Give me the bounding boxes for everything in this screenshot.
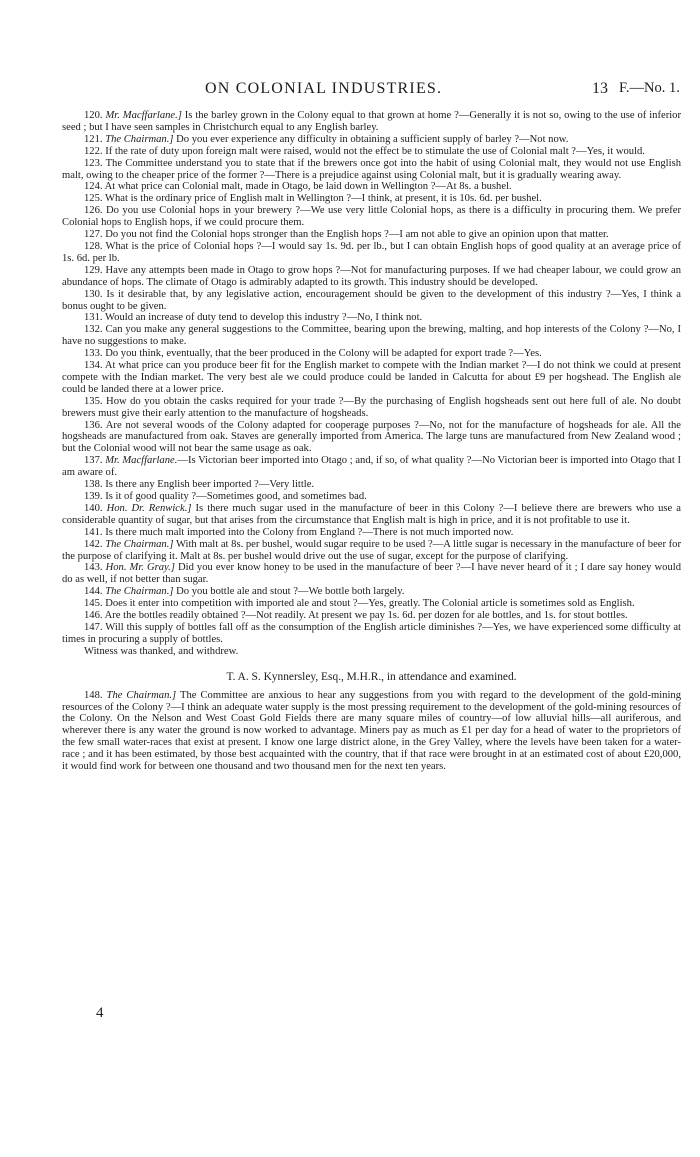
question-number: 135.	[84, 395, 103, 407]
speaker-name: Mr. Macffarlane.	[105, 455, 178, 467]
question-number: 130.	[84, 288, 103, 300]
question-number: 145.	[84, 598, 103, 610]
paragraph-text: What is the price of Colonial hops ?—I would say 1s. 9d. per lb., but I can obtain English hops of good quality at an average price of 1s. 6d. per lb.	[62, 240, 681, 264]
evidence-paragraph	[62, 622, 681, 646]
evidence-paragraph	[62, 610, 681, 622]
evidence-paragraph	[62, 205, 681, 229]
question-number: 146.	[84, 610, 103, 622]
page-number: 13	[592, 80, 608, 97]
paragraph-text: How do you obtain the casks required for your trade ?—By the purchasing of English hogsheads sent out here full of ale. No doubt brewers must give their early attention to the manufacture of hogsheads.	[62, 395, 681, 419]
paragraph-text: Are the bottles readily obtained ?—Not readily. At present we pay 1s. 6d. per dozen for ale bottles, and 1s. for stout bottles.	[102, 610, 628, 622]
question-number: 127.	[84, 229, 103, 241]
paragraph-text: At what price can you produce beer fit for the English market to compete with the Indian market ?—I do not think we could at present compete with the Indian market. The very best ale we could produce could be landed in Calcutta for about £9 per hogshead. The English ale could be landed there at a lower price.	[62, 360, 681, 395]
paragraph-text: Have any attempts been made in Otago to grow hops ?—Not for manufacturing purposes. If we had cheaper labour, we could grow an abundance of hops. The climate of Otago is admirably adapted to its growth. This industry should be developed.	[62, 264, 681, 288]
evidence-paragraph	[62, 491, 681, 503]
question-number: 133.	[84, 348, 103, 360]
question-number: 128.	[84, 240, 103, 252]
question-number: 143.	[84, 562, 103, 574]
paragraph-text: Can you make any general suggestions to the Committee, bearing upon the brewing, malting, and hop interests of the Colony ?—No, I have no suggestions to make.	[62, 324, 681, 348]
evidence-paragraph	[62, 229, 681, 241]
evidence-paragraph	[62, 289, 681, 313]
document-reference: F.—No. 1.	[619, 80, 680, 96]
paragraph-text: Does it enter into competition with imported ale and stout ?—Yes, greatly. The Colonial article is sometimes sold as English.	[102, 598, 635, 610]
paragraph-text: —Is Victorian beer imported into Otago ; and, if so, of what quality ?—No Victorian beer is imported into Otago that I am aware of.	[62, 455, 681, 479]
question-number: 129.	[84, 264, 103, 276]
paragraph-text: Will this supply of bottles fall off as the consumption of the English article diminishes ?—Yes, we have experienced some difficulty at times in procuring a supply of bottles.	[62, 621, 681, 645]
evidence-paragraph	[62, 241, 681, 265]
question-number: 148.	[84, 689, 103, 701]
question-number: 125.	[84, 193, 103, 205]
question-number: 144.	[84, 586, 103, 598]
question-number: 136.	[84, 419, 103, 431]
paragraph-text: Is the barley grown in the Colony equal to that grown at home ?—Generally it is not so, owing to the use of inferior seed ; but I have seen samples in Christchurch equal to any English barley.	[62, 110, 681, 133]
speaker-name: The Chairman.]	[105, 133, 174, 145]
evidence-paragraph	[62, 324, 681, 348]
speaker-name: The Chairman.]	[105, 538, 174, 550]
question-number: 123.	[84, 157, 103, 169]
question-number: 139.	[84, 491, 103, 502]
paragraph-text: Do you bottle ale and stout ?—We bottle both largely.	[173, 586, 405, 598]
paragraph-text: What is the ordinary price of English malt in Wellington ?—I think, at present, it is 10s. 6d. per bushel.	[102, 193, 542, 205]
paragraph-text: If the rate of duty upon foreign malt were raised, would not the effect be to stimulate the use of Colonial malt ?—Yes, it would.	[102, 145, 645, 157]
paragraph-text: Do you think, eventually, that the beer produced in the Colony will be adapted for export trade ?—Yes.	[102, 348, 542, 360]
evidence-paragraph	[62, 193, 681, 205]
page-body	[62, 110, 681, 773]
paragraph-text: The Committee understand you to state that if the brewers once got into the habit of using Colonial malt, they would not use English malt, owing to the cheaper price of the former ?—There is a prejudice against using Colonial malt, but it is gradually wearing away.	[62, 157, 681, 181]
evidence-paragraph	[62, 586, 681, 598]
evidence-paragraph	[62, 110, 681, 134]
question-number: 126.	[84, 205, 103, 217]
evidence-paragraph	[62, 265, 681, 289]
paragraph-text: Do you ever experience any difficulty in obtaining a sufficient supply of barley ?—Not now.	[173, 133, 569, 145]
signature-mark: 4	[96, 1005, 104, 1021]
paragraph-text: Would an increase of duty tend to develop this industry ?—No, I think not.	[102, 312, 423, 324]
witness-dismissal: Witness was thanked, and withdrew.	[84, 645, 239, 657]
evidence-paragraph	[62, 312, 681, 324]
speaker-name: The Chairman.]	[105, 586, 174, 598]
evidence-paragraph	[62, 158, 681, 182]
evidence-paragraph	[62, 455, 681, 479]
evidence-paragraph	[62, 348, 681, 360]
question-number: 138.	[84, 479, 103, 491]
question-number: 141.	[84, 526, 103, 538]
evidence-block-1	[62, 110, 681, 646]
speaker-name: Hon. Dr. Renwick.]	[106, 502, 192, 514]
speaker-name: Hon. Mr. Gray.]	[105, 562, 175, 574]
paragraph-text: Is it desirable that, by any legislative action, encouragement should be given to the development of this industry ?—Yes, I think a bonus ought to be given.	[62, 288, 681, 312]
running-title: ON COLONIAL INDUSTRIES.	[205, 80, 443, 97]
paragraph-text: The Committee are anxious to hear any suggestions from you with regard to the development of the gold-mining resources of the Colony ?—I think an adequate water supply is the most pressing requirement to the development of the gold-mining resources of the Colony. On the Nelson and West Coast Gold Fields there are many square miles of country—of low alluvial hills—all auriferous, and wherever there is any water the ground is now worked to advantage. Miners pay as much as £1 per day for a head of water to the proprietors of the few small water-races that exist at present. I know one large district alone, in the Grey Valley, where the levels have been taken for a water-race ; and it has been estimated, by those best acquainted with the country, that if that race were brought in at an estimated cost of about £20,000, it would find work for between one thousand and two thousand men for the next ten years.	[62, 689, 681, 773]
evidence-paragraph	[62, 690, 681, 773]
question-number: 142.	[84, 538, 103, 550]
question-number: 124.	[84, 181, 103, 193]
question-number: 132.	[84, 324, 103, 336]
evidence-block-2	[62, 690, 681, 773]
paragraph-text: Do you not find the Colonial hops stronger than the English hops ?—I am not able to give an opinion upon that matter.	[102, 229, 609, 241]
evidence-paragraph	[62, 360, 681, 396]
evidence-paragraph	[62, 598, 681, 610]
evidence-paragraph	[62, 539, 681, 563]
evidence-paragraph	[62, 420, 681, 456]
paragraph-text: Do you use Colonial hops in your brewery ?—We use very little Colonial hops, as there is a difficulty in procuring them. We prefer Colonial hops to English hops, if we could procure them.	[62, 205, 681, 229]
question-number: 122.	[84, 145, 103, 157]
paragraph-text: Is there much sugar used in the manufacture of beer in this Colony ?—I believe there are brewers who use a considerable quantity of sugar, but that arises from the circumstance that English malt is high in price, and it is not profitable to use it.	[62, 502, 681, 526]
question-number: 147.	[84, 621, 103, 633]
question-number: 134.	[84, 360, 103, 372]
paragraph-text: With malt at 8s. per bushel, would sugar require to be used ?—A little sugar is necessary in the manufacture of beer for the purpose of clarifying it. Malt at 8s. per bushel would drive out the use of sugar, except for the purpose of clarifying.	[62, 538, 682, 562]
question-number: 120.	[84, 110, 103, 121]
evidence-paragraph	[62, 396, 681, 420]
speaker-name: The Chairman.]	[106, 689, 177, 701]
question-number: 140.	[84, 502, 103, 514]
paragraph-text: Is there any English beer imported ?—Very little.	[102, 479, 315, 491]
paragraph-text: Is there much malt imported into the Colony from England ?—There is not much imported now.	[102, 526, 514, 538]
paragraph-text: Is it of good quality ?—Sometimes good, and sometimes bad.	[102, 491, 367, 502]
paragraph-text: Did you ever know honey to be used in the manufacture of beer ?—I have never heard of it ; I dare say honey would do as well, if not better than sugar.	[62, 562, 681, 586]
evidence-paragraph	[62, 562, 681, 586]
evidence-paragraph	[62, 134, 681, 146]
evidence-paragraph	[62, 527, 681, 539]
question-number: 131.	[84, 312, 103, 324]
evidence-paragraph	[62, 479, 681, 491]
question-number: 121.	[84, 133, 103, 145]
page-header	[0, 80, 700, 102]
evidence-paragraph	[62, 503, 681, 527]
paragraph-text: Are not several woods of the Colony adapted for cooperage purposes ?—No, not for the manufacture of hogsheads for ale. All the hogsheads are manufactured from oak. Staves are generally imported from America. The large tuns are manufactured from New Zealand wood ; but the Colonial wood will not bear the same usage as oak.	[62, 419, 681, 455]
evidence-paragraph	[62, 146, 681, 158]
section-heading: T. A. S. Kynnersley, Esq., M.H.R., in attendance and examined.	[226, 670, 517, 683]
speaker-name: Mr. Macffarlane.]	[105, 110, 182, 121]
question-number: 137.	[84, 455, 103, 467]
evidence-paragraph	[62, 181, 681, 193]
paragraph-text: At what price can Colonial malt, made in Otago, be laid down in Wellington ?—At 8s. a bushel.	[102, 181, 512, 193]
